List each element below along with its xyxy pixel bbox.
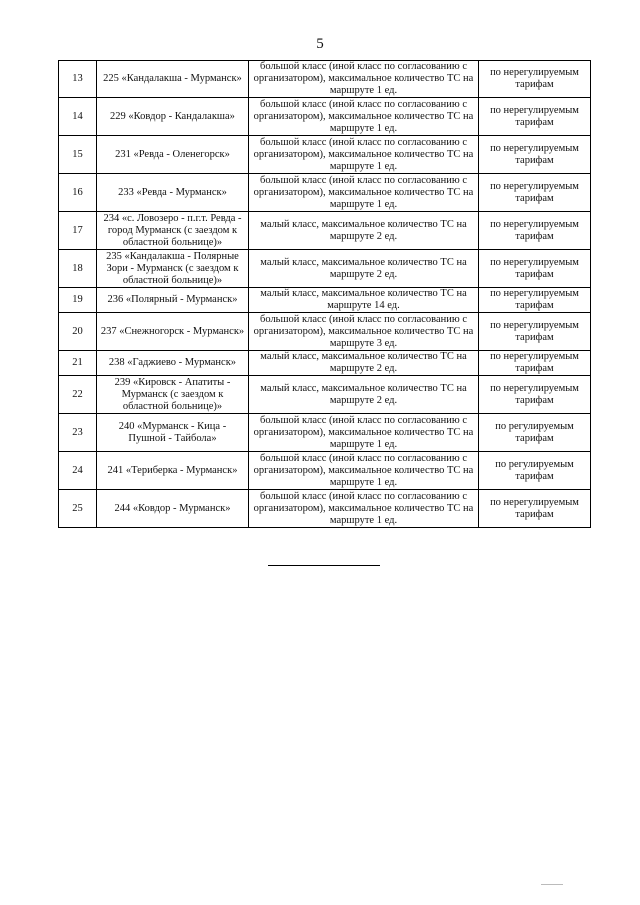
- route-conditions: большой класс (иной класс по согласованию с организатором), максимальное количество ТС на маршруте 1 ед.: [249, 174, 479, 212]
- route-conditions: большой класс (иной класс по согласованию с организатором), максимальное количество ТС на маршруте 1 ед.: [249, 136, 479, 174]
- row-number: 20: [59, 313, 97, 351]
- row-number: 23: [59, 414, 97, 452]
- table-row: [59, 490, 591, 528]
- row-number: 25: [59, 490, 97, 528]
- route-tariff: по нерегулируемым тарифам: [479, 174, 591, 212]
- table-row: [59, 212, 591, 250]
- route-tariff: по нерегулируемым тарифам: [479, 212, 591, 250]
- row-number: 18: [59, 250, 97, 288]
- route-tariff: по нерегулируемым тарифам: [479, 490, 591, 528]
- route-name: 238 «Гаджиево - Мурманск»: [97, 351, 249, 376]
- route-name: 236 «Полярный - Мурманск»: [97, 288, 249, 313]
- route-tariff: по регулируемым тарифам: [479, 414, 591, 452]
- row-number: 13: [59, 61, 97, 98]
- route-conditions: малый класс, максимальное количество ТС на маршруте 2 ед.: [249, 351, 479, 376]
- route-conditions: малый класс, максимальное количество ТС на маршруте 2 ед.: [249, 250, 479, 288]
- route-tariff: по нерегулируемым тарифам: [479, 250, 591, 288]
- row-number: 15: [59, 136, 97, 174]
- route-name: 229 «Ковдор - Кандалакша»: [97, 98, 249, 136]
- routes-table: [58, 60, 591, 528]
- row-number: 14: [59, 98, 97, 136]
- table-row: [59, 376, 591, 414]
- route-name: 233 «Ревда - Мурманск»: [97, 174, 249, 212]
- route-name: 239 «Кировск - Апатиты - Мурманск (с заездом к областной больнице)»: [97, 376, 249, 414]
- table-row: [59, 174, 591, 212]
- table-row: [59, 288, 591, 313]
- table-row: [59, 414, 591, 452]
- row-number: 24: [59, 452, 97, 490]
- route-tariff: по регулируемым тарифам: [479, 452, 591, 490]
- footer-mark: [541, 884, 563, 885]
- route-conditions: большой класс (иной класс по согласованию с организатором), максимальное количество ТС на маршруте 1 ед.: [249, 452, 479, 490]
- route-conditions: малый класс, максимальное количество ТС на маршруте 2 ед.: [249, 212, 479, 250]
- closing-divider: [268, 565, 380, 566]
- route-tariff: по нерегулируемым тарифам: [479, 376, 591, 414]
- route-tariff: по нерегулируемым тарифам: [479, 61, 591, 98]
- route-name: 235 «Кандалакша - Полярные Зори - Мурманск (с заездом к областной больнице)»: [97, 250, 249, 288]
- route-tariff: по нерегулируемым тарифам: [479, 313, 591, 351]
- route-conditions: малый класс, максимальное количество ТС на маршруте 14 ед.: [249, 288, 479, 313]
- table-row: [59, 351, 591, 376]
- route-conditions: большой класс (иной класс по согласованию с организатором), максимальное количество ТС на маршруте 3 ед.: [249, 313, 479, 351]
- route-name: 234 «с. Ловозеро - п.г.т. Ревда - город Мурманск (с заездом к областной больнице)»: [97, 212, 249, 250]
- table-row: [59, 250, 591, 288]
- table-row: [59, 452, 591, 490]
- route-conditions: большой класс (иной класс по согласованию с организатором), максимальное количество ТС на маршруте 1 ед.: [249, 61, 479, 98]
- route-name: 225 «Кандалакша - Мурманск»: [97, 61, 249, 98]
- route-name: 244 «Ковдор - Мурманск»: [97, 490, 249, 528]
- route-conditions: большой класс (иной класс по согласованию с организатором), максимальное количество ТС на маршруте 1 ед.: [249, 98, 479, 136]
- route-name: 237 «Снежногорск - Мурманск»: [97, 313, 249, 351]
- route-tariff: по нерегулируемым тарифам: [479, 98, 591, 136]
- route-conditions: большой класс (иной класс по согласованию с организатором), максимальное количество ТС на маршруте 1 ед.: [249, 414, 479, 452]
- table-row: [59, 61, 591, 98]
- route-name: 240 «Мурманск - Кица - Пушной - Тайбола»: [97, 414, 249, 452]
- table-row: [59, 136, 591, 174]
- table-row: [59, 313, 591, 351]
- route-tariff: по нерегулируемым тарифам: [479, 351, 591, 376]
- table-row: [59, 98, 591, 136]
- route-name: 231 «Ревда - Оленегорск»: [97, 136, 249, 174]
- route-tariff: по нерегулируемым тарифам: [479, 288, 591, 313]
- row-number: 22: [59, 376, 97, 414]
- route-conditions: большой класс (иной класс по согласованию с организатором), максимальное количество ТС на маршруте 1 ед.: [249, 490, 479, 528]
- page-number: 5: [316, 36, 324, 52]
- row-number: 16: [59, 174, 97, 212]
- route-tariff: по нерегулируемым тарифам: [479, 136, 591, 174]
- route-conditions: малый класс, максимальное количество ТС на маршруте 2 ед.: [249, 376, 479, 414]
- route-name: 241 «Териберка - Мурманск»: [97, 452, 249, 490]
- row-number: 19: [59, 288, 97, 313]
- routes-table-body: [59, 61, 591, 528]
- row-number: 21: [59, 351, 97, 376]
- row-number: 17: [59, 212, 97, 250]
